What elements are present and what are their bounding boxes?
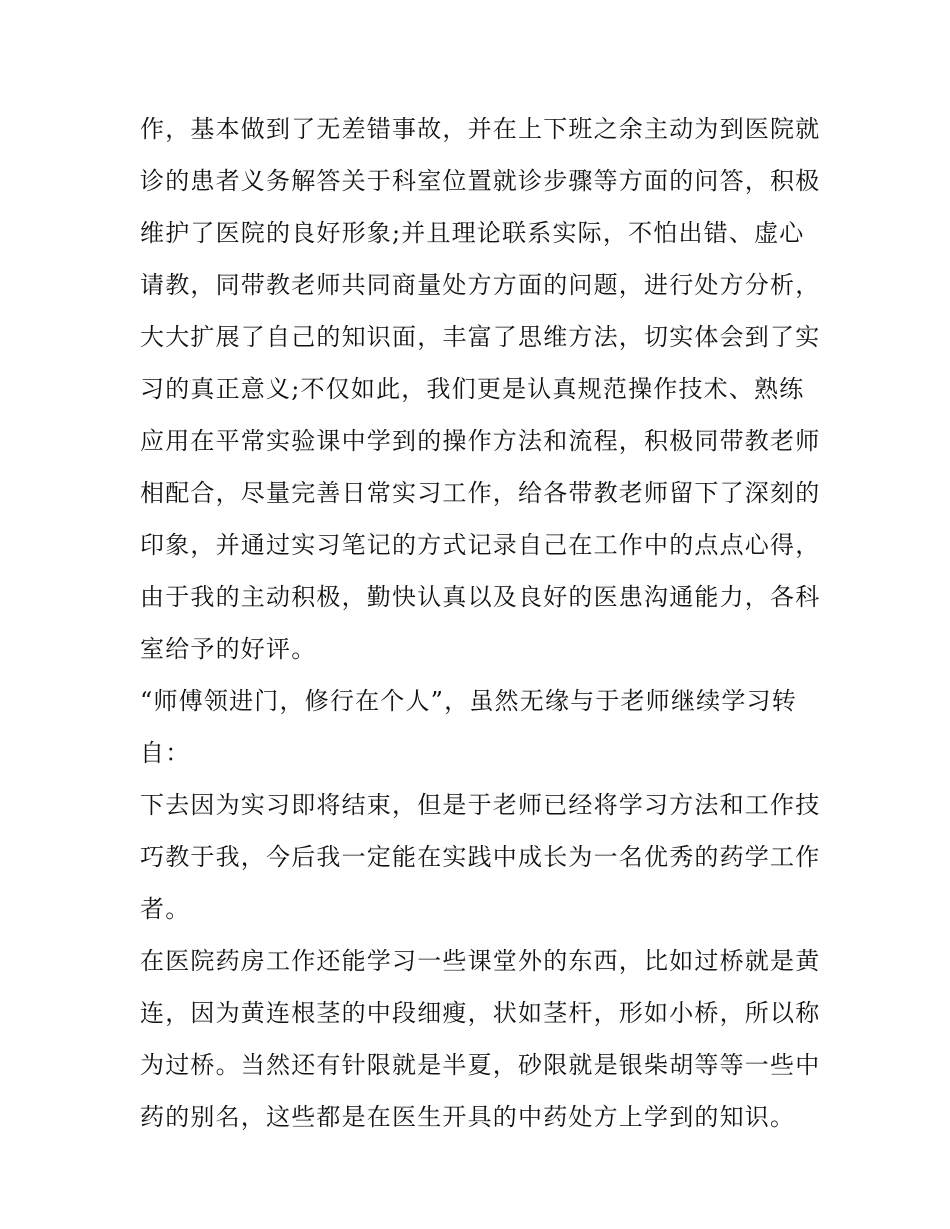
text-line: “师傅领进门，修行在个人”，虽然无缘与于老师继续学习转 xyxy=(140,687,797,715)
text-line: 由于我的主动积极，勤快认真以及良好的医患沟通能力，各科 xyxy=(140,583,821,611)
text-line: 诊的患者义务解答关于科室位置就诊步骤等方面的问答，积极 xyxy=(140,167,821,195)
text-line: 请教，同带教老师共同商量处方方面的问题，进行处方分析， xyxy=(140,271,821,299)
text-line: 相配合，尽量完善日常实习工作，给各带教老师留下了深刻的 xyxy=(140,479,821,507)
text-line: 维护了医院的良好形象;并且理论联系实际，不怕出错、虚心 xyxy=(140,219,805,247)
text-line: 为过桥。当然还有针限就是半夏，砂限就是银柴胡等等一些中 xyxy=(140,1051,821,1079)
text-line: 自： xyxy=(140,739,191,767)
text-line: 巧教于我，今后我一定能在实践中成长为一名优秀的药学工作 xyxy=(140,843,821,871)
text-line: 室给予的好评。 xyxy=(140,635,317,663)
text-line: 大大扩展了自己的知识面，丰富了思维方法，切实体会到了实 xyxy=(140,323,821,351)
text-line: 者。 xyxy=(140,895,191,923)
text-line: 印象，并通过实习笔记的方式记录自己在工作中的点点心得， xyxy=(140,531,821,559)
text-line: 在医院药房工作还能学习一些课堂外的东西，比如过桥就是黄 xyxy=(140,947,821,975)
text-line: 连，因为黄连根茎的中段细瘦，状如茎杆，形如小桥，所以称 xyxy=(140,999,821,1027)
text-line: 应用在平常实验课中学到的操作方法和流程，积极同带教老师 xyxy=(140,427,821,455)
text-line: 药的别名，这些都是在医生开具的中药处方上学到的知识。 xyxy=(140,1103,796,1131)
text-line: 下去因为实习即将结束，但是于老师已经将学习方法和工作技 xyxy=(140,791,821,819)
text-line: 作，基本做到了无差错事故，并在上下班之余主动为到医院就 xyxy=(140,115,821,143)
text-line: 习的真正意义;不仅如此，我们更是认真规范操作技术、熟练 xyxy=(140,375,805,403)
